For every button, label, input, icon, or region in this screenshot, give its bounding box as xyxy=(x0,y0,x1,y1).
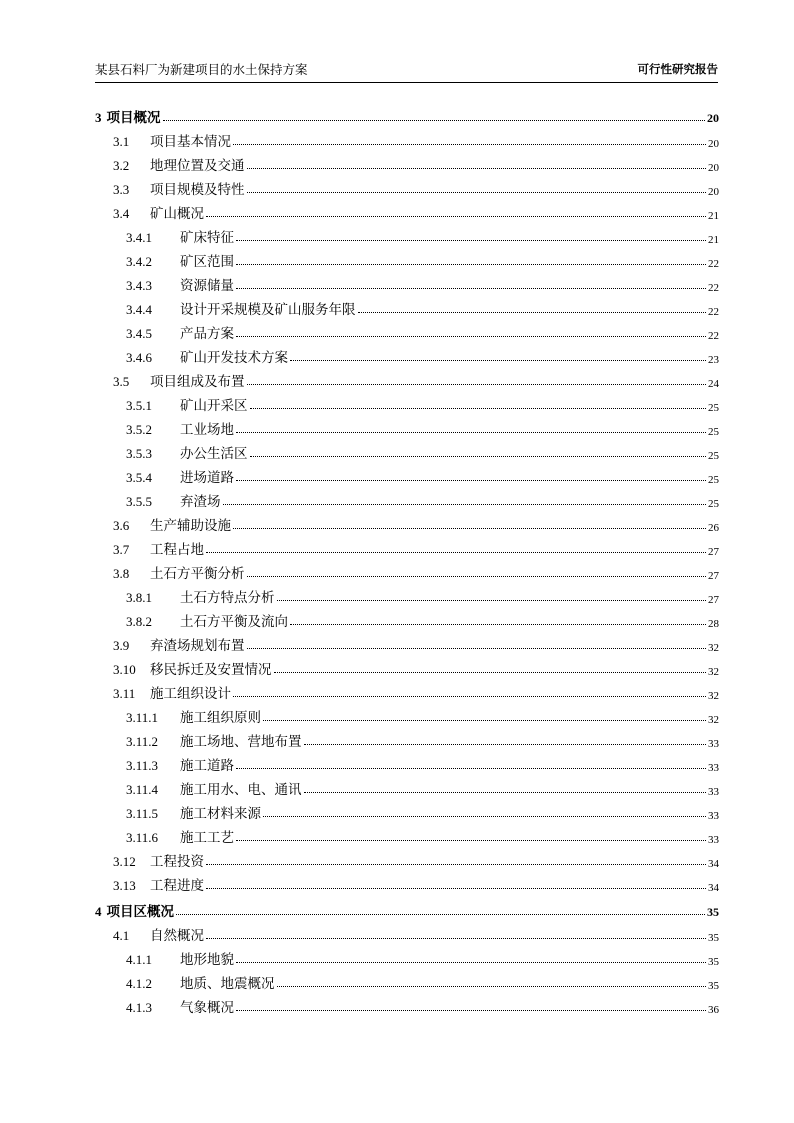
toc-entry-title: 设计开采规模及矿山服务年限 xyxy=(180,302,356,318)
toc-entry[interactable] xyxy=(95,798,719,822)
toc-entry-number: 3.4.2 xyxy=(126,254,152,269)
toc-dot-leader xyxy=(247,384,707,385)
toc-dot-leader xyxy=(206,938,706,939)
toc-entry-number: 3.8.1 xyxy=(126,590,152,605)
toc-entry-number: 3.3 xyxy=(113,182,130,197)
toc-entry-number: 3.13 xyxy=(113,878,136,893)
toc-entry-number: 3.9 xyxy=(113,638,130,653)
toc-entry-page-number: 36 xyxy=(708,1004,719,1016)
toc-entry-number: 4.1.3 xyxy=(126,1000,152,1015)
toc-dot-leader xyxy=(236,264,706,265)
toc-entry-page-number: 35 xyxy=(707,905,719,919)
toc-dot-leader xyxy=(304,792,707,793)
toc-entry-page-number: 33 xyxy=(708,762,719,774)
toc-dot-leader xyxy=(236,336,706,337)
toc-dot-leader xyxy=(236,768,706,769)
toc-dot-leader xyxy=(233,144,706,145)
toc-entry[interactable] xyxy=(95,822,719,846)
toc-entry-title: 生产辅助设施 xyxy=(150,518,231,534)
toc-entry-title: 工程投资 xyxy=(150,854,204,870)
toc-entry[interactable] xyxy=(95,390,719,414)
toc-dot-leader xyxy=(263,816,706,817)
toc-entry-number: 3.4 xyxy=(113,206,130,221)
toc-entry-title: 移民拆迁及安置情况 xyxy=(150,662,272,678)
toc-entry-page-number: 27 xyxy=(708,594,719,606)
toc-dot-leader xyxy=(247,648,707,649)
toc-entry[interactable] xyxy=(95,246,719,270)
toc-entry-title: 工程占地 xyxy=(150,542,204,558)
toc-entry[interactable] xyxy=(95,702,719,726)
toc-entry[interactable] xyxy=(95,294,719,318)
toc-entry-number: 3.11.5 xyxy=(126,806,159,821)
toc-entry-number: 3.11.1 xyxy=(126,710,159,725)
toc-entry-page-number: 33 xyxy=(708,738,719,750)
toc-dot-leader xyxy=(176,914,705,915)
toc-entry-number: 3.5.5 xyxy=(126,494,152,509)
toc-entry[interactable] xyxy=(95,534,719,558)
toc-entry-title: 产品方案 xyxy=(180,326,234,342)
toc-entry-title: 地质、地震概况 xyxy=(180,976,275,992)
toc-entry-title: 弃渣场规划布置 xyxy=(150,638,245,654)
toc-dot-leader xyxy=(247,192,707,193)
toc-entry[interactable] xyxy=(95,366,719,390)
toc-entry-page-number: 22 xyxy=(708,306,719,318)
toc-entry-title: 施工材料来源 xyxy=(180,806,261,822)
toc-entry[interactable] xyxy=(95,150,719,174)
toc-entry-title: 项目基本情况 xyxy=(150,134,231,150)
toc-entry-title: 办公生活区 xyxy=(180,446,248,462)
toc-dot-leader xyxy=(223,504,707,505)
toc-entry-number: 3.4.3 xyxy=(126,278,152,293)
toc-entry-number: 3.5.2 xyxy=(126,422,152,437)
toc-entry-number: 4.1.2 xyxy=(126,976,152,991)
toc-dot-leader xyxy=(290,360,706,361)
toc-entry-page-number: 34 xyxy=(708,858,719,870)
toc-entry-number: 3.10 xyxy=(113,662,136,677)
toc-dot-leader xyxy=(277,600,707,601)
toc-entry[interactable] xyxy=(95,510,719,534)
toc-entry-title: 弃渣场 xyxy=(180,494,221,510)
toc-dot-leader xyxy=(206,888,706,889)
header-report-type: 可行性研究报告 xyxy=(637,62,718,76)
toc-entry-number: 3.1 xyxy=(113,134,130,149)
toc-entry-title: 施工用水、电、通讯 xyxy=(180,782,302,798)
toc-dot-leader xyxy=(250,408,707,409)
toc-entry-number: 3.4.1 xyxy=(126,230,152,245)
toc-entry[interactable] xyxy=(95,846,719,870)
toc-entry-title: 地理位置及交通 xyxy=(150,158,245,174)
toc-entry-title: 施工道路 xyxy=(180,758,234,774)
toc-entry-page-number: 22 xyxy=(708,330,719,342)
toc-entry-number: 4 xyxy=(95,904,102,919)
toc-entry-page-number: 20 xyxy=(707,111,719,125)
toc-dot-leader xyxy=(233,696,706,697)
toc-entry-page-number: 25 xyxy=(708,474,719,486)
toc-entry[interactable] xyxy=(95,630,719,654)
toc-entry[interactable] xyxy=(95,318,719,342)
toc-dot-leader xyxy=(247,576,707,577)
toc-entry-number: 3.11.4 xyxy=(126,782,159,797)
toc-entry-page-number: 35 xyxy=(708,980,719,992)
toc-entry-page-number: 24 xyxy=(708,378,719,390)
toc-entry[interactable] xyxy=(95,944,719,968)
toc-entry-number: 3.5 xyxy=(113,374,130,389)
toc-entry-title: 项目区概况 xyxy=(106,904,174,920)
toc-entry-page-number: 32 xyxy=(708,714,719,726)
toc-entry-number: 3.8 xyxy=(113,566,130,581)
toc-dot-leader xyxy=(304,744,707,745)
toc-entry-number: 3.6 xyxy=(113,518,130,533)
toc-entry[interactable] xyxy=(95,438,719,462)
toc-entry-page-number: 32 xyxy=(708,642,719,654)
toc-entry-page-number: 33 xyxy=(708,786,719,798)
toc-entry-page-number: 22 xyxy=(708,258,719,270)
toc-entry[interactable] xyxy=(95,126,719,150)
toc-dot-leader xyxy=(274,672,707,673)
toc-entry-page-number: 21 xyxy=(708,234,719,246)
toc-entry-title: 土石方特点分析 xyxy=(180,590,275,606)
toc-entry-page-number: 32 xyxy=(708,666,719,678)
page-header xyxy=(95,60,718,83)
toc-dot-leader xyxy=(236,240,706,241)
toc-entry-number: 3.2 xyxy=(113,158,130,173)
toc-entry-title: 工业场地 xyxy=(180,422,234,438)
toc-entry-number: 3.11.2 xyxy=(126,734,159,749)
toc-entry-title: 项目概况 xyxy=(106,110,161,126)
toc-entry-title: 土石方平衡分析 xyxy=(150,566,245,582)
toc-entry[interactable] xyxy=(95,342,719,366)
toc-entry-page-number: 27 xyxy=(708,570,719,582)
toc-dot-leader xyxy=(358,312,707,313)
toc-entry[interactable] xyxy=(95,920,719,944)
toc-entry-number: 3.5.3 xyxy=(126,446,152,461)
toc-dot-leader xyxy=(236,962,706,963)
toc-entry[interactable] xyxy=(95,726,719,750)
toc-entry-number: 4.1.1 xyxy=(126,952,152,967)
toc-entry-page-number: 33 xyxy=(708,834,719,846)
toc-entry-page-number: 27 xyxy=(708,546,719,558)
toc-entry-number: 3.11.6 xyxy=(126,830,159,845)
toc-entry-title: 矿山开采区 xyxy=(180,398,248,414)
toc-dot-leader xyxy=(277,986,707,987)
toc-entry-page-number: 20 xyxy=(708,186,719,198)
toc-dot-leader xyxy=(206,864,706,865)
toc-entry-page-number: 35 xyxy=(708,956,719,968)
toc-entry-title: 气象概况 xyxy=(180,1000,234,1016)
toc-dot-leader xyxy=(236,1010,706,1011)
toc-entry-title: 资源储量 xyxy=(180,278,234,294)
toc-dot-leader xyxy=(206,552,706,553)
toc-dot-leader xyxy=(236,432,706,433)
toc-dot-leader xyxy=(236,480,706,481)
toc-entry-number: 3 xyxy=(95,110,102,125)
header-document-title: 某县石料厂为新建项目的水土保持方案 xyxy=(95,62,308,77)
toc-entry-number: 3.4.6 xyxy=(126,350,152,365)
toc-entry[interactable] xyxy=(95,558,719,582)
toc-entry-number: 3.11 xyxy=(113,686,136,701)
toc-entry-title: 矿山开发技术方案 xyxy=(180,350,288,366)
toc-entry-page-number: 26 xyxy=(708,522,719,534)
toc-entry[interactable] xyxy=(95,894,719,920)
table-of-contents xyxy=(95,100,719,1016)
toc-entry-number: 3.8.2 xyxy=(126,614,152,629)
toc-entry-title: 项目规模及特性 xyxy=(150,182,245,198)
toc-entry[interactable] xyxy=(95,582,719,606)
toc-entry-number: 3.5.4 xyxy=(126,470,152,485)
toc-entry[interactable] xyxy=(95,174,719,198)
toc-entry-title: 自然概况 xyxy=(150,928,204,944)
toc-entry[interactable] xyxy=(95,486,719,510)
toc-entry[interactable] xyxy=(95,654,719,678)
toc-entry-title: 矿区范围 xyxy=(180,254,234,270)
toc-entry-title: 矿山概况 xyxy=(150,206,204,222)
toc-entry[interactable] xyxy=(95,198,719,222)
toc-dot-leader xyxy=(236,840,706,841)
toc-entry[interactable] xyxy=(95,774,719,798)
toc-dot-leader xyxy=(247,168,707,169)
toc-entry-page-number: 33 xyxy=(708,810,719,822)
toc-entry-number: 3.11.3 xyxy=(126,758,159,773)
toc-entry-title: 土石方平衡及流向 xyxy=(180,614,288,630)
toc-entry-number: 3.5.1 xyxy=(126,398,152,413)
toc-entry-number: 3.4.4 xyxy=(126,302,152,317)
toc-entry-page-number: 21 xyxy=(708,210,719,222)
toc-entry-page-number: 28 xyxy=(708,618,719,630)
toc-dot-leader xyxy=(263,720,706,721)
toc-entry-number: 4.1 xyxy=(113,928,130,943)
toc-entry[interactable] xyxy=(95,462,719,486)
toc-entry-title: 地形地貌 xyxy=(180,952,234,968)
toc-entry[interactable] xyxy=(95,750,719,774)
toc-entry-page-number: 20 xyxy=(708,138,719,150)
toc-entry-title: 施工组织设计 xyxy=(150,686,231,702)
toc-entry-title: 工程进度 xyxy=(150,878,204,894)
toc-entry[interactable] xyxy=(95,678,719,702)
toc-entry[interactable] xyxy=(95,606,719,630)
toc-entry-title: 项目组成及布置 xyxy=(150,374,245,390)
toc-dot-leader xyxy=(250,456,707,457)
toc-entry-page-number: 25 xyxy=(708,426,719,438)
toc-entry-page-number: 25 xyxy=(708,450,719,462)
toc-entry[interactable] xyxy=(95,222,719,246)
toc-entry-page-number: 25 xyxy=(708,498,719,510)
toc-entry[interactable] xyxy=(95,968,719,992)
toc-dot-leader xyxy=(236,288,706,289)
toc-entry-number: 3.4.5 xyxy=(126,326,152,341)
toc-entry-number: 3.12 xyxy=(113,854,136,869)
toc-entry[interactable] xyxy=(95,414,719,438)
toc-entry-title: 进场道路 xyxy=(180,470,234,486)
toc-entry[interactable] xyxy=(95,270,719,294)
toc-entry-page-number: 20 xyxy=(708,162,719,174)
toc-entry-page-number: 25 xyxy=(708,402,719,414)
toc-entry[interactable] xyxy=(95,870,719,894)
toc-entry[interactable] xyxy=(95,992,719,1016)
toc-entry-page-number: 34 xyxy=(708,882,719,894)
toc-entry-page-number: 22 xyxy=(708,282,719,294)
toc-entry-number: 3.7 xyxy=(113,542,130,557)
toc-entry-title: 施工工艺 xyxy=(180,830,234,846)
toc-dot-leader xyxy=(233,528,706,529)
toc-entry-page-number: 35 xyxy=(708,932,719,944)
toc-dot-leader xyxy=(206,216,706,217)
toc-entry-page-number: 23 xyxy=(708,354,719,366)
toc-dot-leader xyxy=(163,120,706,121)
toc-entry-title: 施工场地、营地布置 xyxy=(180,734,302,750)
toc-dot-leader xyxy=(290,624,706,625)
toc-entry[interactable] xyxy=(95,100,719,126)
toc-entry-page-number: 32 xyxy=(708,690,719,702)
toc-entry-title: 矿床特征 xyxy=(180,230,234,246)
toc-entry-title: 施工组织原则 xyxy=(180,710,261,726)
